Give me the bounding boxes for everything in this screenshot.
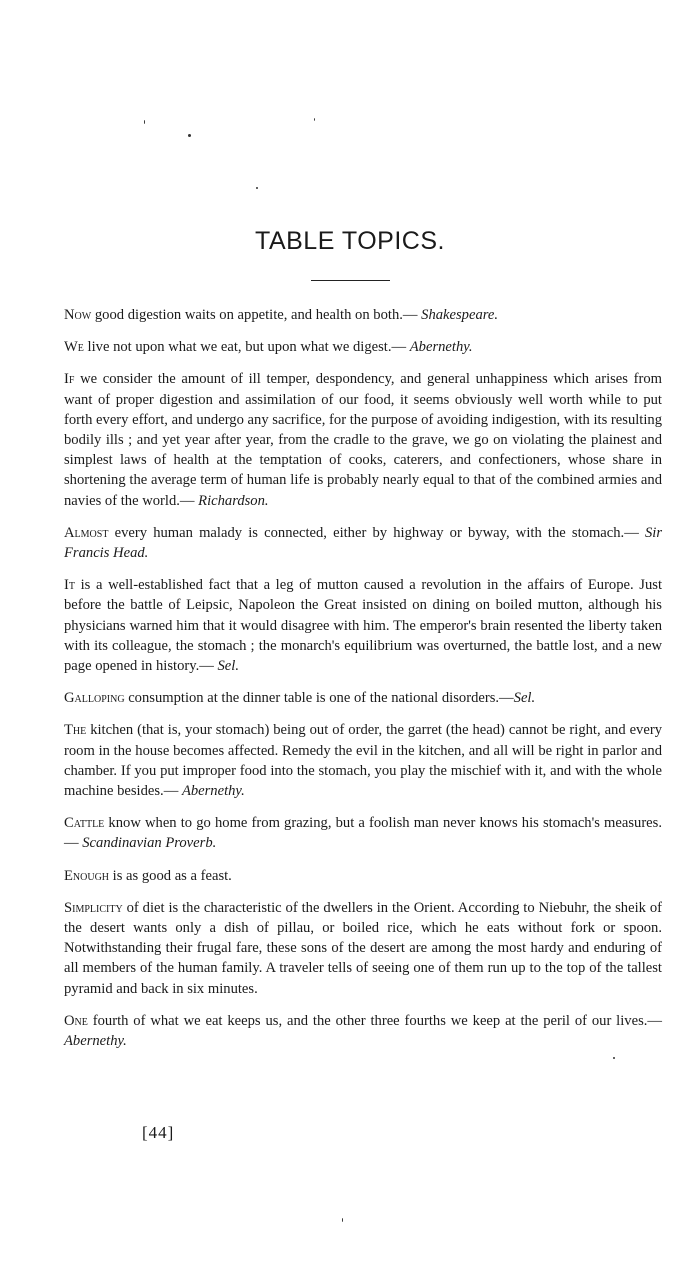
paragraph-attribution: Scandinavian Proverb. (82, 835, 217, 852)
paragraph (64, 688, 662, 708)
paragraph-text: is a well-established fact that a leg of mutton caused a revolution in the affairs of Europe. Just before the battle of Leipsic, Napoleon the Great insisted on dining on boiled mutton, although his physicians warned him that it would disagree with him. The emperor's brain resented the liberty taken with its colleague, the stomach ; the monarch's equilibrium was overturned, the battle lost, and a new page opened in history.— (64, 577, 662, 675)
paragraph-lead: Now (64, 307, 92, 323)
paragraph-lead: We (64, 339, 84, 356)
paragraph-attribution: Abernethy. (181, 783, 245, 800)
scan-speck (144, 120, 145, 124)
paragraph-attribution: Abernethy. (64, 1033, 127, 1050)
paragraph (64, 575, 662, 676)
paragraph-text: know when to go home from grazing, but a foolish man never knows his stomach's measures.— (64, 815, 662, 852)
paragraph-attribution: Sel. (217, 658, 239, 675)
paragraph-text: of diet is the characteristic of the dwellers in the Orient. According to Niebuhr, the sheik of the desert wants only a dish of pillau, or boiled rice, which he eats without fork or spoon. Notwithstanding their frugal fare, these sons of the desert are among the most hardy and enduring of all members of the human family. A traveler tells of seeing one of them run up to the top of the tallest pyramid and back in six minutes. (64, 899, 662, 997)
paragraph-lead: Enough (64, 867, 110, 884)
paragraph (64, 866, 662, 886)
paragraph-text: fourth of what we eat keeps us, and the other three fourths we keep at the peril of our lives.— (87, 1012, 662, 1029)
paragraph-text: we consider the amount of ill temper, despondency, and general unhappiness which arises from want of proper digestion and assimilation of our food, it seems obviously well worth while to put forth every effort, and undergo any sacrifice, for the purpose of avoiding indigestion, with its resulting bodily ills ; and yet year after year, from the cradle to the grave, we go on violating the plainest and simplest laws of health at the temptation of cooks, caterers, and confectioners, whose share in shortening the average term of human life is probably nearly equal to that of the combined armies and navies of the world.— (64, 371, 662, 509)
paragraph-text: live not upon what we eat, but upon what we digest.— (83, 339, 410, 356)
paragraph (64, 813, 662, 853)
scan-speck (256, 187, 258, 189)
paragraph-lead: Cattle (64, 815, 105, 832)
paragraph-lead: Galloping (64, 690, 125, 707)
paragraph (64, 1011, 662, 1051)
paragraph-text: is as good as a feast. (109, 867, 232, 884)
paragraph-attribution: Sel. (513, 690, 536, 707)
paragraph (64, 337, 662, 357)
paragraph-lead: Almost (64, 524, 109, 541)
paragraph-lead: If (64, 371, 75, 388)
title-rule (311, 280, 390, 281)
scan-speck (342, 1218, 343, 1222)
paragraph-attribution: Shakespeare. (421, 307, 498, 323)
paragraph-attribution: Sir Francis Head. (64, 524, 662, 562)
paragraph (64, 523, 662, 563)
paragraph-lead: It (64, 577, 75, 594)
scan-speck (314, 118, 315, 121)
paragraph-attribution: Richardson. (198, 492, 269, 509)
paragraph-text: kitchen (that is, your stomach) being out of order, the garret (the head) cannot be right, and every room in the house becomes affected. Remedy the evil in the kitchen, and all will be right in parlor and chamber. If you put improper food into the stomach, you play the mischief with it, and with the whole machine besides.— (64, 722, 662, 800)
paragraph-text: every human malady is connected, either by highway or byway, with the stomach.— (108, 524, 645, 541)
scan-speck (188, 134, 191, 137)
paragraph (64, 720, 662, 801)
page-body (64, 305, 662, 1063)
paragraph (64, 898, 662, 999)
paragraph-text: good digestion waits on appetite, and health on both.— (91, 307, 422, 323)
page-number: [44] (142, 1123, 175, 1142)
paragraph-lead: Simplicity (64, 899, 123, 916)
page-title: TABLE TOPICS. (255, 227, 445, 255)
paragraph-attribution: Abernethy. (409, 339, 473, 356)
paragraph-text: consumption at the dinner table is one of the national disorders.— (124, 690, 514, 707)
paragraph (64, 305, 662, 325)
paragraph (64, 369, 662, 510)
paragraph-lead: The (64, 722, 87, 739)
paragraph-lead: One (64, 1012, 88, 1029)
